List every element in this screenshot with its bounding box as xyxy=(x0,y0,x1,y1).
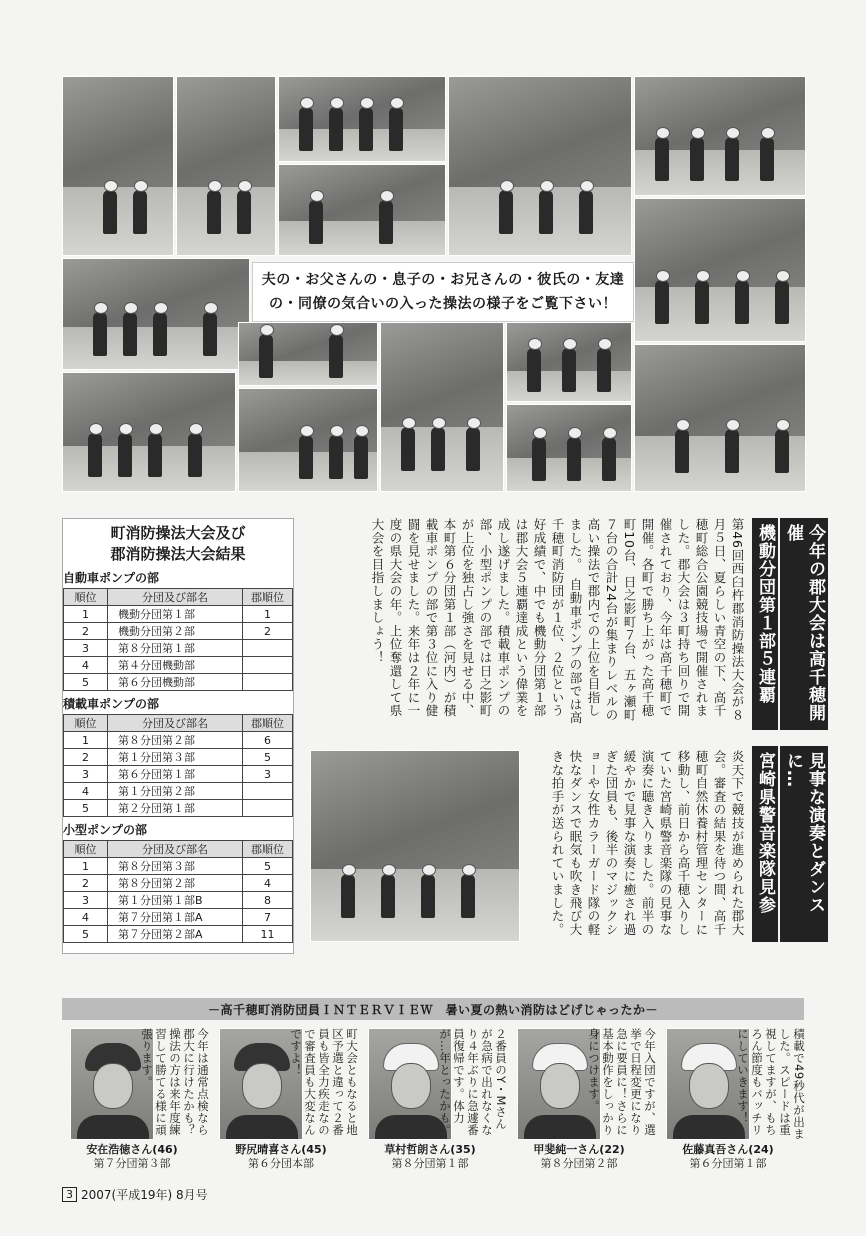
photo-water-spray xyxy=(238,388,378,492)
uniform-icon xyxy=(77,1115,149,1140)
rank-cell: 4 xyxy=(64,657,108,674)
article2-heading-2: 宮崎県警音楽隊見参 xyxy=(752,746,778,942)
table-row xyxy=(64,766,293,783)
results-header-cell: 郡順位 xyxy=(243,841,293,858)
district-rank-cell xyxy=(243,783,293,800)
table-row xyxy=(64,732,293,749)
unit-cell: 第７分団第２部A xyxy=(108,926,243,943)
district-rank-cell: 3 xyxy=(243,766,293,783)
interviewee-unit: 第８分団第１部 xyxy=(391,1157,469,1170)
rank-cell: 3 xyxy=(64,892,108,909)
unit-cell: 第４分団機動部 xyxy=(108,657,243,674)
table-row xyxy=(64,858,293,875)
unit-cell: 第６分団機動部 xyxy=(108,674,243,691)
results-section-title: 小型ポンプの部 xyxy=(63,823,148,837)
unit-cell: 第８分団第２部 xyxy=(108,875,243,892)
district-rank-cell xyxy=(243,800,293,817)
results-header-cell: 郡順位 xyxy=(243,589,293,606)
photo-firefighters-6 xyxy=(634,76,806,196)
district-rank-cell: 11 xyxy=(243,926,293,943)
table-row xyxy=(64,674,293,691)
rank-cell: 1 xyxy=(64,732,108,749)
rank-cell: 2 xyxy=(64,623,108,640)
article1-heading-2: 機動分団第１部５連覇 xyxy=(752,518,778,730)
interviewee-unit: 第６分団第１部 xyxy=(689,1157,767,1170)
photo-firefighters-7 xyxy=(634,198,806,342)
unit-cell: 第８分団第３部 xyxy=(108,858,243,875)
table-row xyxy=(64,749,293,766)
rank-cell: 5 xyxy=(64,674,108,691)
article2-heading-1: 見事な演奏とダンスに… xyxy=(780,746,828,942)
uniform-icon xyxy=(375,1115,447,1140)
rank-cell: 3 xyxy=(64,640,108,657)
unit-cell: 第２分団第１部 xyxy=(108,800,243,817)
table-row xyxy=(64,926,293,943)
caption-line-2: の・同僚の気合いの入った操法の様子をご覧下さい！ xyxy=(269,296,617,312)
interviewee-name: 安在浩徳さん(46) xyxy=(86,1143,178,1156)
district-rank-cell xyxy=(243,640,293,657)
table-row xyxy=(64,623,293,640)
photo-firefighters-12 xyxy=(506,404,632,492)
rank-cell: 5 xyxy=(64,800,108,817)
uniform-icon xyxy=(673,1115,745,1140)
photo-firefighters-2 xyxy=(176,76,276,256)
photo-firefighters-14 xyxy=(62,372,236,492)
unit-cell: 第８分団第１部 xyxy=(108,640,243,657)
interviewee-name: 草村哲朗さん(35) xyxy=(384,1143,476,1156)
article1-body: 第46回西臼杵郡消防操法大会が８月５日、夏らしい青空の下、高千穂町総合公園競技場で開催されました。郡大会は３町持ち回りで開催されており、今年は高千穂町で開催。各町で勝ち上がった高千穂町10台、日之影町７台、五ヶ瀬町７台の合計24台が集まりレベルの高い操法で郡内での上位を目指しました。 自動車ポンプの部では高千穂町消防団が１位、２位という好成績で、中でも機動分団第１部は郡大会５連覇達成という偉業を成し遂げました。積載車ポンプの部、小型ポンプの部では日之影町が上位を独占し強さを見せる中、本町第６分団第１部（河内）が積載車ポンプの部で第３位に入り健闘を見せました。来年は２年に一度の県大会の年。上位奪還して県大会を目指しましょう！ xyxy=(370,518,745,725)
table-row xyxy=(64,800,293,817)
district-rank-cell: 1 xyxy=(243,606,293,623)
results-header-cell: 郡順位 xyxy=(243,715,293,732)
photo-firefighters-3 xyxy=(278,76,446,162)
face-icon xyxy=(689,1063,729,1109)
interviewee-name: 野尻晴喜さん(45) xyxy=(235,1143,327,1156)
table-row xyxy=(64,606,293,623)
results-header-cell: 順位 xyxy=(64,715,108,732)
results-section-title: 自動車ポンプの部 xyxy=(63,571,160,585)
interviewee-unit: 第６分団本部 xyxy=(248,1157,314,1170)
results-header-cell: 分団及び部名 xyxy=(108,589,243,606)
interviewee-comment: ２番員のY・Mさんが急病で出れなくなり４年ぶりに急遽番員復帰です。体力が…年とったかも。 xyxy=(438,1028,508,1136)
interviewee-comment: 今年入団ですが、選挙で日程変更になり急に要員に！さらに基本動作をしっかり身につけます。 xyxy=(587,1028,657,1136)
interview-bar: －高千穂町消防団員ＩＮＴＥＲＶＩＥＷ 暑い夏の熱い消防はどげじゃったか－ xyxy=(62,998,804,1020)
results-section-title: 積載車ポンプの部 xyxy=(63,697,160,711)
table-row xyxy=(64,783,293,800)
unit-cell: 機動分団第２部 xyxy=(108,623,243,640)
results-sections xyxy=(63,569,293,943)
district-rank-cell: 7 xyxy=(243,909,293,926)
uniform-icon xyxy=(226,1115,298,1140)
interviewee-name: 佐藤真吾さん(24) xyxy=(682,1143,774,1156)
face-icon xyxy=(540,1063,580,1109)
rank-cell: 5 xyxy=(64,926,108,943)
interviewee-name: 甲斐純一さん(22) xyxy=(533,1143,625,1156)
results-title-1: 町消防操法大会及び xyxy=(110,524,246,542)
face-icon xyxy=(391,1063,431,1109)
table-row xyxy=(64,909,293,926)
interviewee-comment: 町大会ともなると地区予選と違って２番員も皆全力疾走なので審査員も大変なんですよ！ xyxy=(289,1028,359,1136)
rank-cell: 1 xyxy=(64,606,108,623)
district-rank-cell: 4 xyxy=(243,875,293,892)
face-icon xyxy=(93,1063,133,1109)
photo-firefighters-13 xyxy=(634,344,806,492)
results-header-cell: 分団及び部名 xyxy=(108,841,243,858)
results-header-cell: 順位 xyxy=(64,589,108,606)
district-rank-cell: 6 xyxy=(243,732,293,749)
issue-date: 2007(平成19年) 8月号 xyxy=(81,1188,208,1202)
results-title-2: 郡消防操法大会結果 xyxy=(110,545,246,563)
face-icon xyxy=(242,1063,282,1109)
rank-cell: 3 xyxy=(64,766,108,783)
photo-firefighters-5 xyxy=(448,76,632,256)
uniform-icon xyxy=(524,1115,596,1140)
photo-firefighters-4 xyxy=(278,164,446,256)
interviewee-comment: 今年は通常点検なら郡大に行けたかも？操法の方は来年度練習して勝てる様に頑張ります。 xyxy=(140,1028,210,1136)
district-rank-cell: 2 xyxy=(243,623,293,640)
page-number: 3 xyxy=(62,1187,77,1202)
unit-cell: 機動分団第１部 xyxy=(108,606,243,623)
district-rank-cell xyxy=(243,674,293,691)
rank-cell: 4 xyxy=(64,909,108,926)
collage-caption xyxy=(252,262,634,322)
results-table xyxy=(63,714,293,817)
results-table xyxy=(63,588,293,691)
unit-cell: 第７分団第１部A xyxy=(108,909,243,926)
district-rank-cell: 8 xyxy=(243,892,293,909)
photo-firefighters-9 xyxy=(238,322,378,386)
rank-cell: 2 xyxy=(64,875,108,892)
article2-body: 炎天下で競技が進められた郡大会。審査の結果を待つ間、高千穂町自然休養村管理センターに移動し、前日から高千穂入りしていた宮崎県警音楽隊の見事な演奏に聴き入りました。前半の緩やかで見事な演奏に癒され過ぎた団員も、後半のマジックショーや女性カラーガード隊の軽快なダンスで眠気も吹き飛び大きな拍手が送られていました。 xyxy=(550,750,745,937)
district-rank-cell: 5 xyxy=(243,858,293,875)
table-row xyxy=(64,875,293,892)
table-row xyxy=(64,657,293,674)
interviewee-comment: 積載で49秒代が出ました。スピードは重視してますが、もちろん節度もバッチリにしていきます！ xyxy=(736,1028,806,1140)
article1-heading-1: 今年の郡大会は高千穂開催 xyxy=(780,518,828,730)
results-panel xyxy=(62,518,294,954)
unit-cell: 第１分団第２部 xyxy=(108,783,243,800)
rank-cell: 2 xyxy=(64,749,108,766)
district-rank-cell xyxy=(243,657,293,674)
photo-police-band xyxy=(310,750,520,942)
photo-firefighters-1 xyxy=(62,76,174,256)
rank-cell: 4 xyxy=(64,783,108,800)
interviewee-unit: 第７分団第３部 xyxy=(93,1157,171,1170)
unit-cell: 第８分団第２部 xyxy=(108,732,243,749)
unit-cell: 第１分団第１部B xyxy=(108,892,243,909)
unit-cell: 第６分団第１部 xyxy=(108,766,243,783)
photo-firefighters-11 xyxy=(506,322,632,402)
rank-cell: 1 xyxy=(64,858,108,875)
results-header-cell: 順位 xyxy=(64,841,108,858)
interviewee-unit: 第８分団第２部 xyxy=(540,1157,618,1170)
district-rank-cell: 5 xyxy=(243,749,293,766)
results-table xyxy=(63,840,293,943)
unit-cell: 第１分団第３部 xyxy=(108,749,243,766)
photo-firefighters-8 xyxy=(62,258,250,370)
caption-line-1: 夫の・お父さんの・息子の・お兄さんの・彼氏の・友達 xyxy=(261,272,625,288)
table-row xyxy=(64,640,293,657)
results-header-cell: 分団及び部名 xyxy=(108,715,243,732)
table-row xyxy=(64,892,293,909)
page-footer xyxy=(62,1186,208,1203)
photo-firefighters-10 xyxy=(380,322,504,492)
